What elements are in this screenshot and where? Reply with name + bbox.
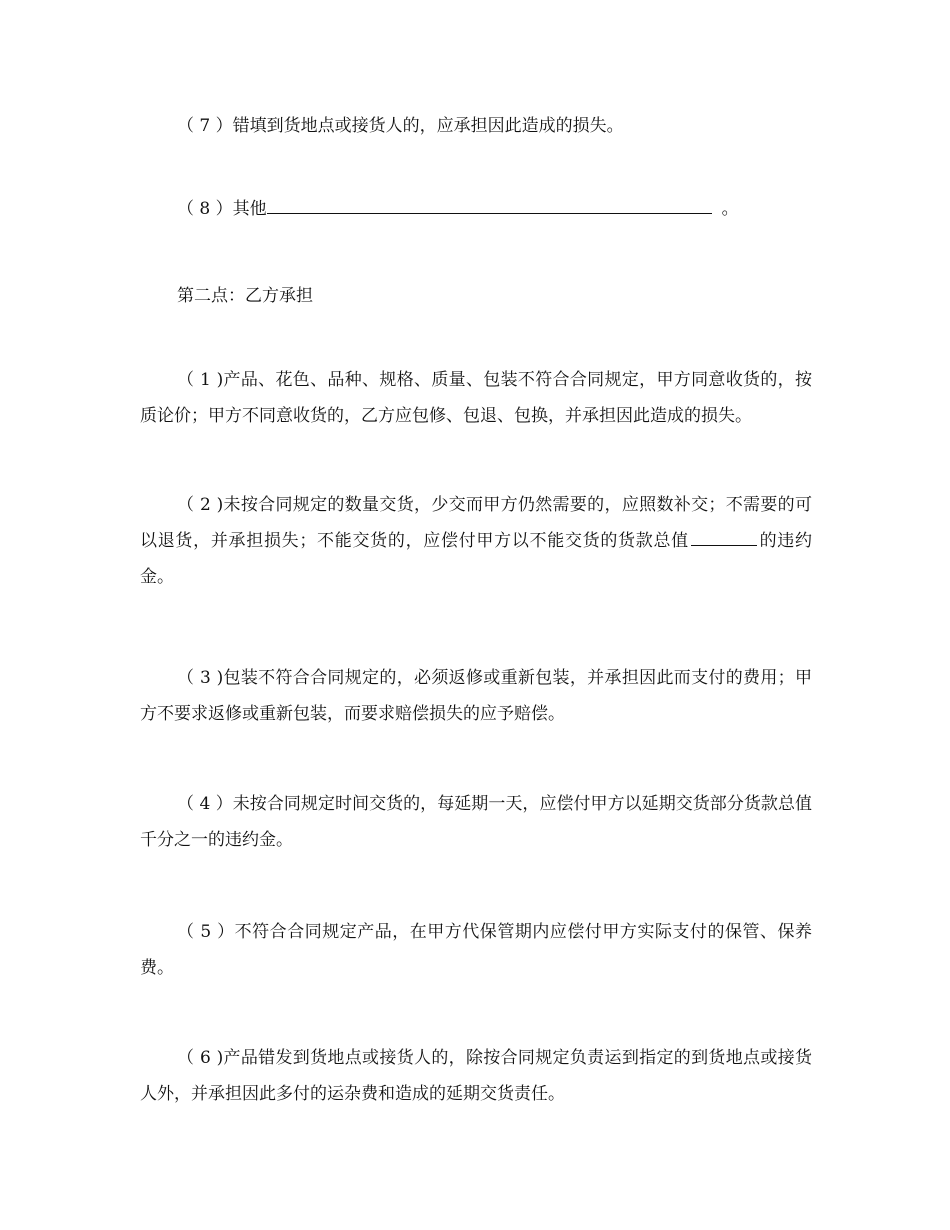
clause-8-blank-line bbox=[267, 193, 712, 214]
party-b-clause-3: （ 3 )包装不符合合同规定的，必须返修或重新包装，并承担因此而支付的费用；甲方不要求返修或重新包装，而要求赔偿损失的应予赔偿。 bbox=[140, 668, 812, 724]
party-b-clause-2 bbox=[140, 487, 812, 595]
section-heading: 第二点：乙方承担 bbox=[177, 286, 313, 306]
clause-7: （ 7 ）错填到货地点或接货人的，应承担因此造成的损失。 bbox=[177, 116, 624, 136]
party-b-clause-6: （ 6 )产品错发到货地点或接货人的，除按合同规定负责运到指定的到货地点或接货人外，并承担因此多付的运杂费和造成的延期交货责任。 bbox=[140, 1048, 812, 1104]
party-b-clause-2-text: （ 2 )未按合同规定的数量交货，少交而甲方仍然需要的，应照数补交；不需要的可以退货，并承担损失；不能交货的，应偿付甲方以不能交货的货款总值 bbox=[140, 495, 812, 551]
party-b-clause-4: （ 4 ）未按合同规定时间交货的，每延期一天，应偿付甲方以延期交货部分货款总值千分之一的违约金。 bbox=[140, 794, 812, 850]
party-b-clause-1: （ 1 )产品、花色、品种、规格、质量、包装不符合合同规定，甲方同意收货的，按质论价；甲方不同意收货的，乙方应包修、包退、包换，并承担因此造成的损失。 bbox=[140, 370, 812, 426]
clause-8-label: （ 8 ）其他 bbox=[177, 199, 267, 219]
party-b-clause-2-end: 的违约金。 bbox=[140, 531, 813, 587]
penalty-amount-blank bbox=[691, 525, 757, 546]
party-b-clause-5: （ 5 ）不符合合同规定产品，在甲方代保管期内应偿付甲方实际支付的保管、保养费。 bbox=[140, 922, 812, 978]
clause-8 bbox=[140, 191, 812, 227]
clause-8-end-mark: 。 bbox=[721, 199, 739, 219]
